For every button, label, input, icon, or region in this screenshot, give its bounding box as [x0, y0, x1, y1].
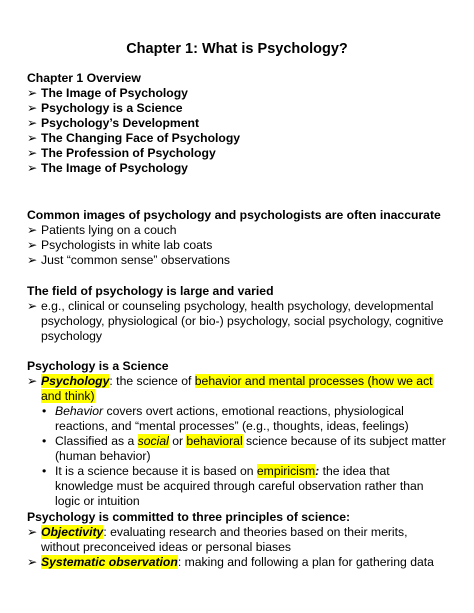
field-section — [27, 284, 447, 344]
psychology-term: Psychology — [41, 374, 110, 388]
arrow-bullet-icon: ➢ — [27, 525, 38, 539]
overview-item: ➢ Psychology is a Science — [27, 101, 183, 115]
principle-item-systematic-observation: ➢ Systematic observation: making and following a plan for gathering data — [27, 555, 434, 569]
arrow-bullet-icon: ➢ — [27, 555, 38, 569]
principles-heading: Psychology is committed to three principles of science: — [27, 510, 351, 524]
principles-section — [27, 510, 447, 570]
overview-item: ➢ The Changing Face of Psychology — [27, 131, 241, 145]
field-heading: The field of psychology is large and varied — [27, 284, 274, 298]
science-section — [27, 359, 447, 509]
principle-item-objectivity: ➢ Objectivity: evaluating research and theories based on their merits, without preconceived ideas or personal biases — [27, 525, 408, 554]
images-item: ➢ Psychologists in white lab coats — [27, 238, 213, 252]
page-title: Chapter 1: What is Psychology? — [126, 41, 348, 57]
overview-section — [27, 71, 447, 176]
images-heading: Common images of psychology and psychologists are often inaccurate — [27, 208, 441, 222]
science-bullet-empiricism: • It is a science because it is based on empiricism: the idea that knowledge must be acquired through careful observation rather than logic or intuition — [42, 464, 424, 508]
arrow-bullet-icon: ➢ — [27, 299, 38, 313]
bullet-dot-icon: • — [42, 464, 47, 478]
bullet-dot-icon: • — [42, 434, 47, 448]
science-bullet-classified: • Classified as a social or behavioral science because of its subject matter (human behavior) — [42, 434, 446, 463]
objectivity-term: Objectivity — [41, 525, 104, 539]
field-item: ➢ e.g., clinical or counseling psychology, health psychology, developmental psychology, physiological (or bio-) psychology, social psychology, cognitive psychology — [27, 299, 444, 343]
overview-item: ➢ The Image of Psychology — [27, 161, 188, 175]
bullet-dot-icon: • — [42, 404, 47, 418]
science-definition: ➢ Psychology: the science of behavior and mental processes (how we act and think) — [27, 374, 433, 403]
behavioral-term: behavioral — [186, 434, 243, 448]
overview-item: ➢ The Image of Psychology — [27, 86, 188, 100]
arrow-bullet-icon: ➢ — [27, 223, 38, 237]
overview-item: ➢ Psychology’s Development — [27, 116, 200, 130]
behavior-term: Behavior — [55, 404, 104, 418]
social-term: social — [137, 434, 169, 448]
overview-item: ➢ The Profession of Psychology — [27, 146, 216, 160]
science-bullet-behavior: • Behavior covers overt actions, emotional reactions, physiological reactions, and “mental processes” (e.g., thoughts, ideas, feelings) — [42, 404, 409, 433]
arrow-bullet-icon: ➢ — [27, 101, 38, 115]
overview-heading: Chapter 1 Overview — [27, 71, 141, 85]
arrow-bullet-icon: ➢ — [27, 238, 38, 252]
images-item: ➢ Patients lying on a couch — [27, 223, 177, 237]
science-heading: Psychology is a Science — [27, 359, 169, 373]
definition-highlight: behavior and mental processes (how we act and think) — [41, 374, 433, 403]
images-item: ➢ Just “common sense” observations — [27, 253, 230, 267]
arrow-bullet-icon: ➢ — [27, 161, 38, 175]
images-section — [27, 208, 447, 268]
arrow-bullet-icon: ➢ — [27, 116, 38, 130]
arrow-bullet-icon: ➢ — [27, 374, 38, 388]
arrow-bullet-icon: ➢ — [27, 253, 38, 267]
arrow-bullet-icon: ➢ — [27, 146, 38, 160]
arrow-bullet-icon: ➢ — [27, 131, 38, 145]
empiricism-term: empiricism — [256, 464, 316, 478]
systematic-observation-term: Systematic observation — [41, 555, 178, 569]
arrow-bullet-icon: ➢ — [27, 86, 38, 100]
